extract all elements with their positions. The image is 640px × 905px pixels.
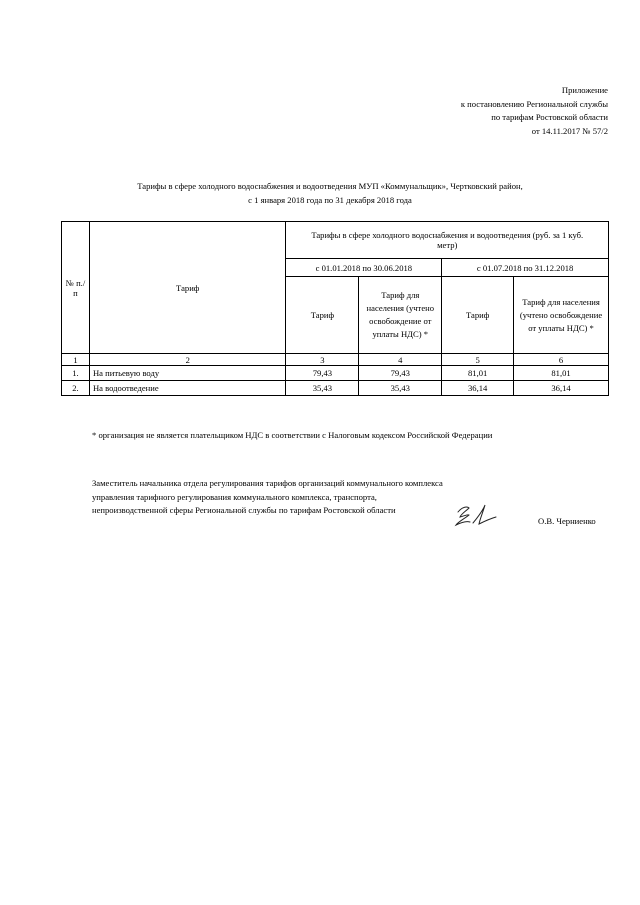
header-group: Тарифы в сфере холодного водоснабжения и водоотведения (руб. за 1 куб. метр) [286, 222, 609, 259]
row-name: На водоотведение [89, 381, 286, 396]
appendix-line: Приложение [561, 85, 608, 95]
row-value: 35,43 [359, 381, 442, 396]
row-num: 2. [62, 381, 90, 396]
row-value: 36,14 [514, 381, 609, 396]
appendix-line: к постановлению Региональной службы [460, 98, 608, 109]
subheader-population: Тариф для населения (учтено освобождение от уплаты НДС) * [359, 277, 442, 354]
col-number: 2 [89, 354, 286, 366]
title-line-2: с 1 января 2018 года по 31 декабря 2018 года [248, 194, 412, 205]
table-row [62, 366, 609, 381]
col-number: 5 [442, 354, 514, 366]
header-tariff: Тариф [89, 222, 286, 354]
header-num: № п./п [62, 222, 90, 354]
col-number: 1 [62, 354, 90, 366]
table-colnum-row [62, 354, 609, 366]
row-value: 81,01 [514, 366, 609, 381]
title-line-1: Тарифы в сфере холодного водоснабжения и водоотведения МУП «Коммунальщик», Чертковский район, [137, 181, 523, 191]
subheader-population: Тариф для населения (учтено освобождение от уплаты НДС) * [514, 277, 609, 354]
appendix-line: от 14.11.2017 № 57/2 [531, 125, 608, 136]
signer-position: Заместитель начальника отдела регулирования тарифов организаций коммунального комплекса управления тарифного регулирования коммунального комплекса, транспорта, непроизводственной сферы Региональной службы по тарифам Ростовской области [92, 478, 443, 516]
row-value: 79,43 [359, 366, 442, 381]
table-header-row [62, 222, 609, 259]
header-period-1: с 01.01.2018 по 30.06.2018 [286, 259, 442, 277]
col-number: 3 [286, 354, 359, 366]
row-value: 81,01 [442, 366, 514, 381]
row-name: На питьевую воду [89, 366, 286, 381]
table-row [62, 381, 609, 396]
tariffs-table [61, 221, 609, 396]
col-number: 6 [514, 354, 609, 366]
vat-footnote: * организация не является плательщиком НДС в соответствии с Налоговым кодексом Российской Федерации [92, 430, 493, 440]
document-title [60, 180, 600, 207]
subheader-tariff: Тариф [286, 277, 359, 354]
header-period-2: с 01.07.2018 по 31.12.2018 [442, 259, 609, 277]
appendix-line: по тарифам Ростовской области [491, 112, 608, 122]
row-value: 79,43 [286, 366, 359, 381]
row-value: 36,14 [442, 381, 514, 396]
col-number: 4 [359, 354, 442, 366]
row-num: 1. [62, 366, 90, 381]
row-value: 35,43 [286, 381, 359, 396]
handwritten-signature [452, 500, 500, 535]
signer-name: О.В. Черниенко [538, 516, 596, 526]
subheader-tariff: Тариф [442, 277, 514, 354]
appendix-header [461, 84, 608, 138]
